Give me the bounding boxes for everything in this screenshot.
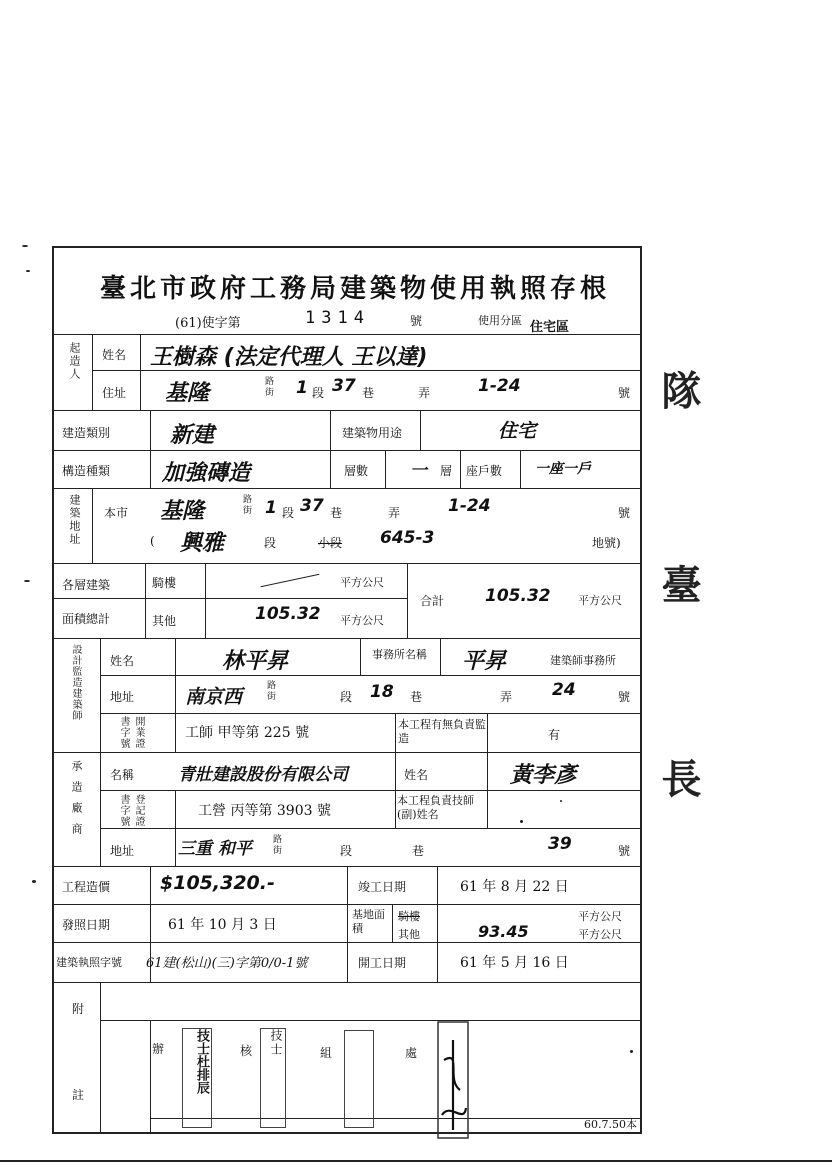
base-unit-1: 平方公尺 <box>578 910 622 923</box>
land-number: 645-3 <box>380 528 435 548</box>
total-unit: 平方公尺 <box>578 594 622 607</box>
speckle <box>630 1050 633 1053</box>
households-value: 一座一戶 <box>535 461 591 477</box>
footer-col-3: 組 <box>320 1046 333 1060</box>
rule <box>100 713 642 714</box>
site-road-label: 路街 <box>241 494 251 516</box>
rule <box>460 450 461 488</box>
speckle <box>24 580 30 582</box>
area-label-1: 各層建築 <box>62 578 111 592</box>
rule <box>140 334 141 410</box>
speckle <box>520 820 523 823</box>
architect-office-label: 事務所名稱 <box>372 648 427 661</box>
other-unit: 平方公尺 <box>340 614 384 627</box>
structure-value: 加強磚造 <box>162 461 251 486</box>
base-value: 93.45 <box>478 922 529 941</box>
rule <box>392 904 393 942</box>
applicant-alley-label: 弄 <box>418 386 431 400</box>
site-house-no: 1-24 <box>448 496 491 516</box>
contractor-address-value: 三重 和平 <box>178 839 252 859</box>
area-label-2: 面積總計 <box>62 612 111 626</box>
rule <box>52 982 642 983</box>
rule <box>100 828 642 829</box>
completion-label: 竣工日期 <box>358 880 407 894</box>
contractor-road-label: 路街 <box>271 834 281 856</box>
rule <box>175 638 176 752</box>
signature-image <box>436 1020 470 1140</box>
land-section: 興雅 <box>180 531 225 556</box>
supervise-label: 本工程有無負責監造 <box>398 718 486 745</box>
applicant-address-value: 基隆 <box>165 381 210 406</box>
site-city-label: 本市 <box>104 506 129 520</box>
rule <box>487 713 488 752</box>
applicant-section-label: 起造人 <box>68 342 81 381</box>
side-marks: 隊 臺 長 <box>655 370 702 868</box>
base-unit-2: 平方公尺 <box>578 928 622 941</box>
permit-no-label: 建築執照字號 <box>56 956 122 969</box>
site-section-no: 1 <box>265 498 277 518</box>
applicant-address-label: 住址 <box>102 386 127 400</box>
rule <box>100 638 101 866</box>
rule <box>205 563 206 638</box>
rule <box>145 563 146 638</box>
total-value: 105.32 <box>485 586 551 606</box>
applicant-house-no: 1-24 <box>478 376 521 396</box>
contractor-address-label: 地址 <box>110 844 135 858</box>
rule <box>437 866 438 982</box>
architect-hao: 號 <box>618 690 631 704</box>
completion-value: 61 年 8 月 22 日 <box>460 879 569 895</box>
architect-lane-label: 巷 <box>410 690 423 704</box>
bottom-edge <box>0 1160 832 1162</box>
applicant-lane-no: 37 <box>332 376 356 396</box>
total-label: 合計 <box>420 594 445 608</box>
other-label: 其他 <box>152 614 177 628</box>
contractor-hao: 號 <box>618 844 631 858</box>
architect-office-suffix: 建築師事務所 <box>550 654 616 667</box>
supervise-value: 有 <box>548 728 561 742</box>
base-label: 基地面積 <box>352 908 385 935</box>
contractor-name-value: 青壯建設股份有限公司 <box>178 765 348 785</box>
architect-section-label: 設計監造建築師 <box>70 644 81 721</box>
site-alley-label: 弄 <box>388 506 401 520</box>
rule <box>100 675 642 676</box>
architect-license-label: 開業證書字號 <box>118 716 144 749</box>
base-arcade: 騎樓 <box>398 910 420 923</box>
zone-label: 使用分區 <box>478 314 522 327</box>
permit-no-value: 61建(松山)(三)字第0/0-1號 <box>146 956 308 971</box>
land-duan: 段 <box>264 536 277 550</box>
issue-label: 發照日期 <box>62 918 111 932</box>
rule <box>52 488 642 489</box>
rule <box>395 713 396 752</box>
floors-value: 一 <box>410 461 427 481</box>
cost-value: $105,320.- <box>160 872 275 894</box>
site-road: 基隆 <box>160 499 205 524</box>
rule <box>395 752 396 828</box>
site-section-label: 建築地址 <box>68 494 81 546</box>
contractor-lane-label: 巷 <box>412 844 425 858</box>
rule <box>407 563 408 638</box>
floors-label: 層數 <box>344 464 369 478</box>
speckle <box>26 270 30 272</box>
rule <box>52 638 642 639</box>
form-title: 臺北市政府工務局建築物使用執照存根 <box>100 274 611 304</box>
other-value: 105.32 <box>255 604 321 624</box>
base-other: 其他 <box>398 928 420 941</box>
architect-duan: 段 <box>340 690 353 704</box>
land-close: 地號) <box>592 536 621 550</box>
arcade-unit: 平方公尺 <box>340 576 384 589</box>
applicant-hao: 號 <box>618 386 631 400</box>
applicant-name-label: 姓名 <box>102 348 127 362</box>
contractor-name-label: 名稱 <box>110 768 135 782</box>
rule <box>385 450 386 488</box>
start-value: 61 年 5 月 16 日 <box>460 955 569 971</box>
contractor-person-label: 姓名 <box>404 768 429 782</box>
structure-label: 構造種類 <box>62 464 111 478</box>
rule <box>150 410 151 488</box>
rule <box>100 790 642 791</box>
footer-col-1: 辦 <box>152 1042 165 1056</box>
rule <box>150 1020 151 1134</box>
zone-value: 住宅區 <box>530 320 570 335</box>
building-use-value: 住宅 <box>498 420 537 442</box>
architect-road: 南京西 <box>185 686 243 708</box>
contractor-reg-label: 登記證書字號 <box>118 794 144 827</box>
rule <box>52 450 642 451</box>
stamp-section <box>344 1030 374 1128</box>
architect-address-label: 地址 <box>110 690 135 704</box>
speckle <box>22 245 28 247</box>
rule <box>52 410 642 411</box>
rule <box>175 790 176 866</box>
speckle <box>560 800 562 802</box>
architect-house-no: 24 <box>552 680 576 700</box>
rule <box>330 410 331 488</box>
applicant-duan: 段 <box>312 386 325 400</box>
print-code: 60.7.50本 <box>584 1118 637 1131</box>
floor-unit: 層 <box>440 464 453 478</box>
rule <box>100 982 101 1134</box>
footer-col-4: 處 <box>405 1046 418 1060</box>
rule <box>420 410 421 450</box>
contractor-house-no: 39 <box>548 834 572 854</box>
remark-2: 註 <box>72 1088 85 1102</box>
contractor-duan: 段 <box>340 844 353 858</box>
site-lane-label: 巷 <box>330 506 343 520</box>
architect-name-value: 林平昇 <box>222 649 289 674</box>
stamp-checker: 技士 <box>260 1028 286 1128</box>
rule <box>360 638 361 675</box>
site-lane-no: 37 <box>300 496 324 516</box>
rule <box>520 450 521 488</box>
issue-value: 61 年 10 月 3 日 <box>168 917 277 933</box>
cost-label: 工程造價 <box>62 880 111 894</box>
architect-alley-label: 弄 <box>500 690 513 704</box>
rule <box>440 638 441 675</box>
applicant-road-label: 路街 <box>263 376 273 398</box>
permit-number: 1314 <box>305 308 370 328</box>
speckle <box>32 880 36 883</box>
applicant-section-no: 1 <box>296 378 308 398</box>
contractor-section-label: 承造廠商 <box>70 760 83 844</box>
rule <box>52 598 407 599</box>
remark-1: 附 <box>72 1002 85 1016</box>
land-subsection: 小段 <box>318 536 343 550</box>
start-label: 開工日期 <box>358 956 407 970</box>
stamp-technician: 技士杜排辰 <box>182 1028 212 1128</box>
site-duan: 段 <box>282 506 295 520</box>
permit-suffix: 號 <box>410 314 423 328</box>
building-type-label: 建造類別 <box>62 426 111 440</box>
land-open: ( <box>150 534 155 548</box>
rule <box>52 563 642 564</box>
architect-office-value: 平昇 <box>462 649 507 674</box>
site-hao: 號 <box>618 506 631 520</box>
rule <box>487 752 488 828</box>
rule <box>92 334 93 410</box>
building-type-value: 新建 <box>170 423 215 448</box>
contractor-person-value: 黃李彥 <box>510 763 577 788</box>
applicant-name-value: 王樹森 (法定代理人 王以達) <box>150 345 428 370</box>
permit-prefix: (61)使字第 <box>175 316 241 331</box>
rule <box>150 1118 642 1119</box>
architect-lane-no: 18 <box>370 682 394 702</box>
architect-name-label: 姓名 <box>110 654 135 668</box>
applicant-lane-label: 巷 <box>362 386 375 400</box>
contractor-reg-value: 工營 丙等第 3903 號 <box>198 803 331 819</box>
arcade-label: 騎樓 <box>152 576 177 590</box>
architect-road-label: 路街 <box>265 680 275 702</box>
building-use-label: 建築物用途 <box>342 426 403 440</box>
rule <box>347 866 348 982</box>
rule <box>52 752 642 753</box>
architect-license-value: 工師 甲等第 225 號 <box>185 725 310 741</box>
households-label: 座戶數 <box>466 464 503 478</box>
rule <box>100 1020 642 1021</box>
contractor-tech-label: 本工程負責技師(副)姓名 <box>397 794 474 821</box>
rule <box>92 488 93 563</box>
footer-col-2: 核 <box>240 1044 253 1058</box>
